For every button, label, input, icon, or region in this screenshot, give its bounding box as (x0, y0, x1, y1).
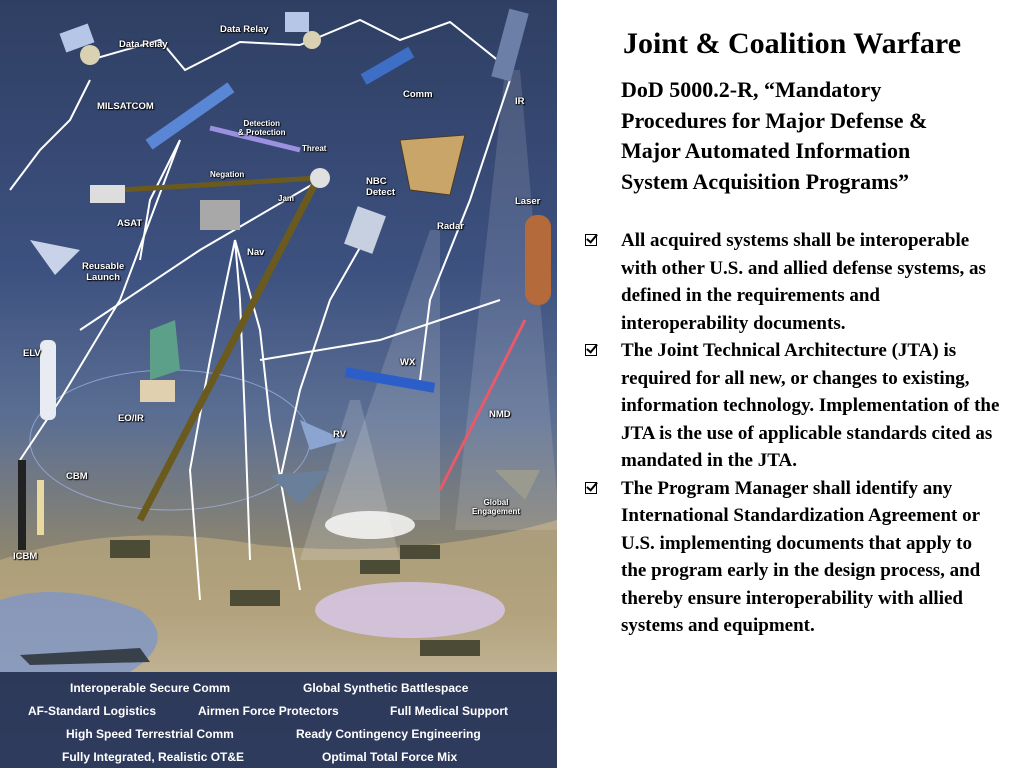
label-rv: RV (333, 429, 347, 440)
label-nbc-detect: NBC Detect (366, 176, 396, 198)
label-data-relay-right: Data Relay (220, 24, 269, 35)
label-negation: Negation (210, 170, 245, 179)
caption-item: Airmen Force Protectors (198, 704, 339, 718)
label-ir: IR (515, 96, 525, 107)
label-laser: Laser (515, 196, 541, 207)
caption-item: Full Medical Support (390, 704, 509, 718)
caption-item: AF-Standard Logistics (28, 704, 157, 718)
caption-item: High Speed Terrestrial Comm (66, 727, 234, 741)
checkbox-checked-icon (585, 234, 597, 246)
bullet-text: All acquired systems shall be interoperable with other U.S. and allied defense systems, as defined in the requirements and interoperability documents. (621, 230, 986, 334)
label-jam: Jam (278, 194, 295, 203)
bullet-item (582, 475, 1000, 640)
label-milsatcom: MILSATCOM (97, 101, 154, 112)
label-asat: ASAT (117, 218, 143, 229)
asat-link (120, 178, 318, 190)
bullet-text: The Joint Technical Architecture (JTA) is required for all new, or changes to existing, information technology. Implementation of the JTA is the use of applicable standards cited as mandated in the JTA. (621, 340, 1000, 471)
bullet-list (582, 227, 1000, 640)
bullet-item (582, 227, 1000, 337)
capability-caption-strip (0, 672, 557, 768)
slide-subtitle: DoD 5000.2-R, “Mandatory Procedures for Major Defense & Major Automated Information System Acquisition Programs” (621, 77, 928, 194)
label-global-engagement: Global Engagement (472, 498, 521, 516)
smoke-cloud (315, 582, 505, 638)
label-nav: Nav (247, 247, 265, 258)
caption-item: Global Synthetic Battlespace (303, 681, 469, 695)
label-nmd: NMD (489, 409, 511, 420)
label-radar: Radar (437, 221, 464, 232)
label-detection-protection: Detection & Protection (238, 119, 286, 137)
label-wx: WX (400, 357, 416, 368)
label-eo-ir: EO/IR (118, 413, 144, 424)
checkbox-checked-icon (585, 344, 597, 356)
label-elv: ELV (23, 348, 41, 359)
caption-item: Optimal Total Force Mix (322, 750, 458, 764)
caption-item: Fully Integrated, Realistic OT&E (62, 750, 245, 764)
label-data-relay-left: Data Relay (119, 39, 168, 50)
bullet-text: The Program Manager shall identify any International Standardization Agreement or U.S. implementing documents that apply to the program early in the design process, and thereby ensure interoperability with allied systems and equipment. (621, 477, 981, 636)
label-reusable-launch: Reusable Launch (82, 261, 125, 283)
label-comm: Comm (403, 89, 433, 100)
label-cbm: CBM (66, 471, 88, 482)
caption-item: Ready Contingency Engineering (296, 727, 481, 741)
slide-title: Joint & Coalition Warfare (622, 27, 962, 60)
caption-item: Interoperable Secure Comm (70, 681, 231, 695)
label-icbm: ICBM (13, 551, 38, 562)
checkbox-checked-icon (585, 482, 597, 494)
label-threat: Threat (302, 144, 327, 153)
bullet-item (582, 337, 1000, 475)
